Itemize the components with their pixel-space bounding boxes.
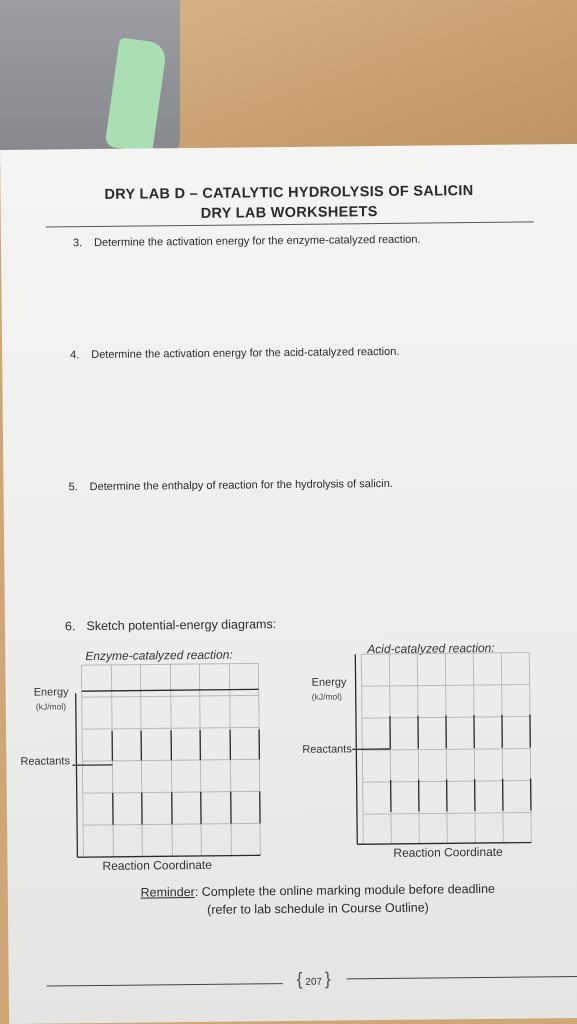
- question-3: [73, 234, 421, 250]
- question-6: [65, 617, 276, 633]
- page-number-box: [282, 968, 346, 989]
- acid-x-axis-label: Reaction Coordinate: [393, 844, 503, 860]
- question-text: Determine the activation energy for the enzyme-catalyzed reaction.: [93, 233, 421, 250]
- reminder-line-2: (refer to lab schedule in Course Outline): [207, 900, 429, 917]
- question-number: 6.: [64, 619, 76, 634]
- enzyme-energy-grid[interactable]: [75, 663, 267, 861]
- acid-diagram-title: Acid-catalyzed reaction:: [367, 640, 495, 657]
- worksheet-page: [0, 144, 577, 1024]
- enzyme-reactants-label: Reactants: [20, 755, 70, 768]
- page-number: 207: [305, 976, 323, 988]
- question-number: 3.: [72, 237, 83, 250]
- acid-reactants-label: Reactants: [302, 743, 352, 756]
- enzyme-energy-label: Energy: [33, 686, 69, 699]
- acid-energy-grid[interactable]: [355, 652, 547, 850]
- reminder-label: Reminder: [140, 885, 195, 900]
- right-bracket-icon: }: [324, 968, 331, 989]
- reminder-text: : Complete the online marking module before deadline: [194, 881, 496, 900]
- footer-rule-left: [47, 983, 283, 986]
- question-number: 5.: [68, 481, 78, 494]
- question-text: Determine the activation energy for the acid-catalyzed reaction.: [91, 345, 400, 362]
- question-number: 4.: [70, 349, 80, 362]
- question-text: Determine the enthalpy of reaction for the hydrolysis of salicin.: [89, 477, 393, 494]
- left-bracket-icon: {: [296, 968, 303, 989]
- question-5: [68, 478, 392, 493]
- question-4: [70, 346, 399, 361]
- acid-energy-unit: (kJ/mol): [311, 691, 343, 702]
- reminder-note: [103, 879, 533, 920]
- enzyme-energy-unit: (kJ/mol): [35, 701, 67, 712]
- worksheet-subtitle: DRY LAB WORKSHEETS: [200, 204, 378, 222]
- enzyme-diagram-title: Enzyme-catalyzed reaction:: [85, 647, 233, 664]
- footer-rule-right: [347, 976, 577, 979]
- acid-energy-label: Energy: [311, 676, 347, 689]
- question-text: Sketch potential-energy diagrams:: [86, 617, 277, 634]
- enzyme-x-axis-label: Reaction Coordinate: [102, 857, 212, 873]
- worksheet-title: DRY LAB D – CATALYTIC HYDROLYSIS OF SALICIN: [104, 183, 474, 203]
